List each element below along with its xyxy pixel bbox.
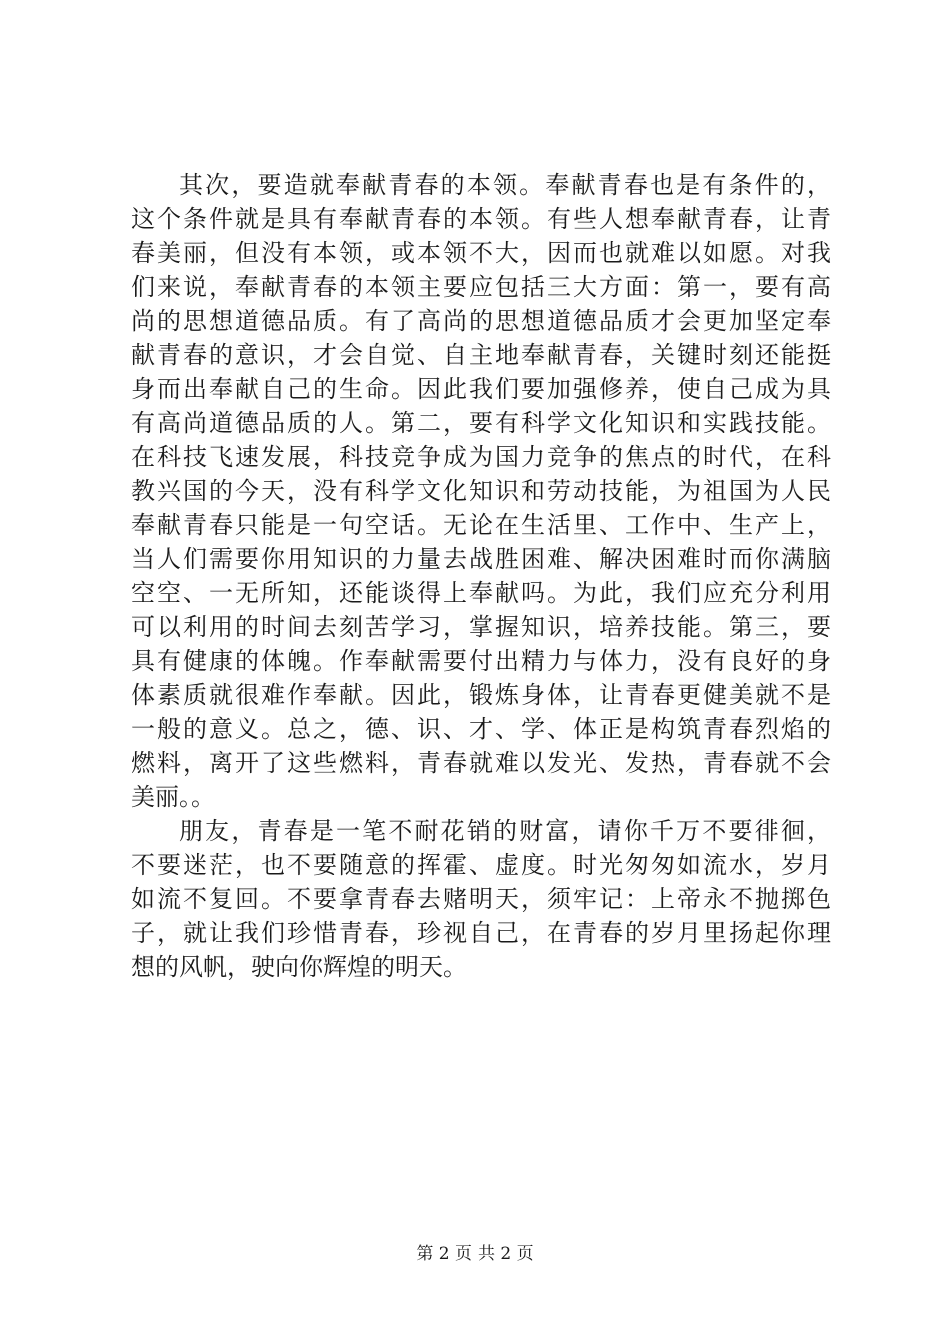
- paragraph-line: 当人们需要你用知识的力量去战胜困难、解决困难时而你满脑: [131, 545, 831, 573]
- page-footer: [0, 1242, 950, 1266]
- paragraph-line: 体素质就很难作奉献。因此，锻炼身体，让青春更健美就不是: [131, 681, 831, 709]
- paragraph-line: 身而出奉献自己的生命。因此我们要加强修养，使自己成为具: [131, 375, 831, 403]
- paragraph-line: 具有健康的体魄。作奉献需要付出精力与体力，没有良好的身: [131, 647, 831, 675]
- paragraph-line: 朋友，青春是一笔不耐花销的财富，请你千万不要徘徊，: [179, 817, 831, 845]
- paragraph-line: 有高尚道德品质的人。第二，要有科学文化知识和实践技能。: [131, 409, 831, 437]
- document-body: [131, 168, 831, 984]
- paragraph-line: 献青春的意识，才会自觉、自主地奉献青春，关键时刻还能挺: [131, 341, 831, 369]
- paragraph-line: 春美丽，但没有本领，或本领不大，因而也就难以如愿。对我: [131, 239, 831, 267]
- paragraph-line: 可以利用的时间去刻苦学习，掌握知识，培养技能。第三，要: [131, 613, 831, 641]
- paragraph-line: 子，就让我们珍惜青春，珍视自己，在青春的岁月里扬起你理: [131, 919, 831, 947]
- paragraph-line: 想的风帆，驶向你辉煌的明天。: [131, 953, 467, 981]
- paragraph-line: 尚的思想道德品质。有了高尚的思想道德品质才会更加坚定奉: [131, 307, 831, 335]
- paragraph-line: 美丽。。: [131, 783, 215, 811]
- paragraph-line: 如流不复回。不要拿青春去赌明天，须牢记：上帝永不抛掷色: [131, 885, 831, 913]
- paragraph-line: 这个条件就是具有奉献青春的本领。有些人想奉献青春，让青: [131, 205, 831, 233]
- paragraph-line: 一般的意义。总之，德、识、才、学、体正是构筑青春烈焰的: [131, 715, 831, 743]
- page-total: 共 2 页: [478, 1244, 534, 1264]
- paragraph-line: 不要迷茫，也不要随意的挥霍、虚度。时光匆匆如流水，岁月: [131, 851, 831, 879]
- paragraph-line: 其次，要造就奉献青春的本领。奉献青春也是有条件的，: [179, 171, 831, 199]
- paragraph-line: 空空、一无所知，还能谈得上奉献吗。为此，我们应充分利用: [131, 579, 831, 607]
- paragraph-line: 们来说，奉献青春的本领主要应包括三大方面：第一，要有高: [131, 273, 831, 301]
- paragraph-1: [131, 168, 831, 814]
- paragraph-line: 奉献青春只能是一句空话。无论在生活里、工作中、生产上，: [131, 511, 831, 539]
- paragraph-2: [131, 814, 831, 984]
- paragraph-line: 教兴国的今天，没有科学文化知识和劳动技能，为祖国为人民: [131, 477, 831, 505]
- paragraph-line: 在科技飞速发展，科技竞争成为国力竞争的焦点的时代，在科: [131, 443, 831, 471]
- paragraph-line: 燃料，离开了这些燃料，青春就难以发光、发热，青春就不会: [131, 749, 831, 777]
- page-number: 第 2 页: [416, 1244, 472, 1264]
